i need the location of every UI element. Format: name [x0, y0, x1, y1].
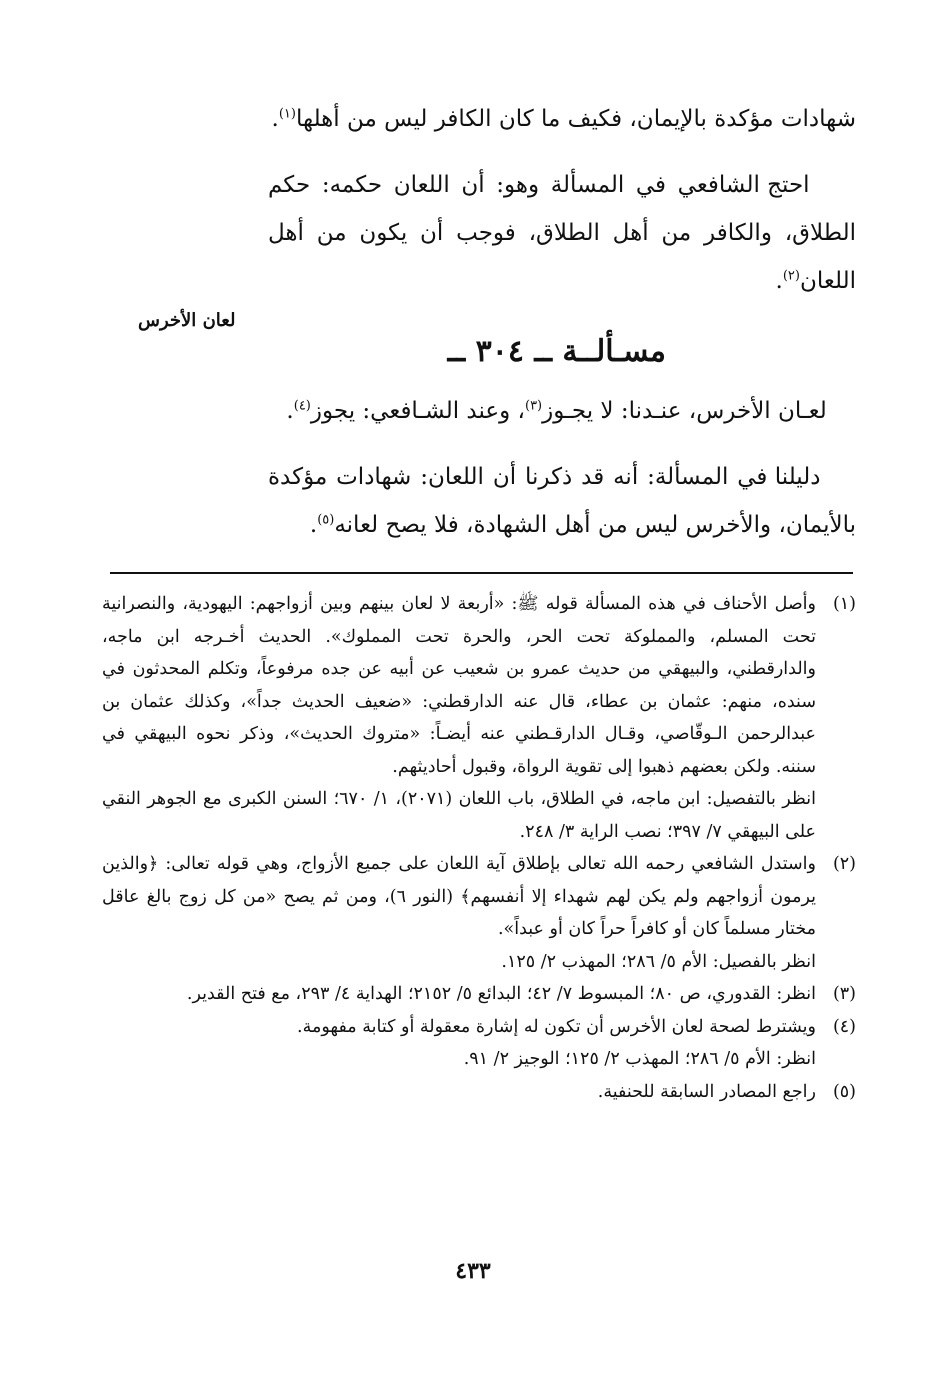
footnote-2-para-2: انظر بالفصيل: الأم ٥/ ٢٨٦؛ المهذب ٢/ ١٢٥.: [501, 951, 816, 972]
footnote-5-number: (٥): [832, 1081, 856, 1102]
footnote-5-body: [102, 1076, 816, 1109]
footnote-4: [102, 1011, 856, 1076]
paragraph-3-end: .: [286, 398, 294, 424]
footnote-2-body: [102, 848, 816, 978]
footnote-ref-5[interactable]: (٥): [317, 512, 335, 528]
footnote-5-para-1: راجع المصادر السابقة للحنفية.: [597, 1081, 816, 1102]
footnote-4-para-1: ويشترط لصحة لعان الأخرس أن تكون له إشارة معقولة أو كتابة مفهومة.: [297, 1016, 816, 1037]
footnote-3-para-1: انظر: القدوري، ص ٨٠؛ المبسوط ٧/ ٤٢؛ البدائع ٥/ ٢١٥٢؛ الهداية ٤/ ٢٩٣، مع فتح القدير.: [186, 984, 816, 1004]
footnote-4-body: [102, 1011, 816, 1076]
paragraph-4: [268, 453, 856, 549]
footnote-1-para-1: وأصل الأحناف في هذه المسألة قوله ﷺ: «أربعة لا لعان بينهم وبين أزواجهم: اليهودية، والنصرانية تحت المسلم، والمملوكة تحت الحر، والحرة تحت المملوك». الحديث أخـرجه ابن ماجه، والدارقطني، والبيهقي من حديث عمرو بن شعيب عن أبيه عن جده مرفوعاً، وتكلم المحدثون في سنده، منهم: عثمان بن عطاء، قال عنه الدارقطني: «ضعيف الحديث جداً»، وكذلك عثمان بن عبدالرحمن الـوقّاصي، وقـال الدارقـطني عنه أيضـاً: «متروك الحديث»، وذكر نحوه البيهقي في سننه. ولكن بعضهم ذهبوا إلى تقوية الرواة، وقبول أحاديثهم.: [102, 594, 816, 777]
footnote-ref-2[interactable]: (٢): [782, 268, 800, 284]
issue-heading-row: [268, 323, 856, 381]
footnote-5: [102, 1076, 856, 1109]
issue-heading: مسـألــة ــ ٣٠٤ ــ: [447, 334, 666, 369]
footnote-2: [102, 848, 856, 978]
footnote-divider: [110, 572, 853, 574]
paragraph-2-text: احتج الشافعي في المسألة وهو: أن اللعان حكمه: حكم الطلاق، والكافر من أهل الطلاق، فوجب أن يكون من أهل اللعان: [268, 172, 856, 294]
paragraph-3-text-a: لعـان الأخرس، عنـدنا: لا يجـوز: [542, 398, 827, 424]
paragraph-4-text: دليلنا في المسألة: أنه قد ذكرنا أن اللعان: شهادات مؤكدة بالأيمان، والأخرس ليس من أهل الشهادة، فلا يصح لعانه: [268, 464, 856, 538]
paragraph-1: [268, 95, 856, 143]
margin-note: لعان الأخرس: [138, 310, 236, 331]
footnote-1-body: [102, 588, 816, 848]
footnote-3-number: (٣): [832, 984, 856, 1004]
paragraph-2: [268, 161, 856, 305]
paragraph-4-end: .: [309, 512, 318, 538]
footnote-2-number: (٢): [832, 854, 856, 874]
footnote-4-number: (٤): [832, 1016, 856, 1037]
footnote-1: [102, 588, 856, 848]
paragraph-2-end: .: [775, 268, 783, 294]
footnote-3-body: [102, 978, 816, 1011]
paragraph-1-end: .: [271, 106, 279, 132]
paragraph-3: [268, 387, 856, 435]
footnote-ref-1[interactable]: (١): [278, 106, 296, 122]
footnote-ref-3[interactable]: (٣): [524, 398, 543, 414]
paragraph-3-text-b: ، وعند الشـافعي: يجوز: [310, 398, 525, 424]
footnote-3: [102, 978, 856, 1011]
footnote-1-para-2: انظر بالتفصيل: ابن ماجه، في الطلاق، باب اللعان (٢٠٧١)، ١/ ٦٧٠؛ السنن الكبرى مع الجوهر النقي على البيهقي ٧/ ٣٩٧؛ نصب الراية ٣/ ٢٤٨.: [102, 789, 816, 842]
footnotes: [102, 588, 856, 1108]
page-number: ٤٣٣: [455, 1258, 491, 1284]
footnote-4-para-2: انظر: الأم ٥/ ٢٨٦؛ المهذب ٢/ ١٢٥؛ الوجيز ٢/ ٩١.: [463, 1049, 816, 1069]
footnote-2-para-1: واستدل الشافعي رحمه الله تعالى بإطلاق آية اللعان على جميع الأزواج، وهي قوله تعالى: ﴿والذين يرمون أزواجهم ولم يكن لهم شهداء إلا أنفسهم﴾ (النور ٦)، ومن ثم يصح «من كل زوج بالغ عاقل مختار مسلماً كان أو كافراً حراً كان أو عبداً».: [102, 854, 816, 939]
paragraph-1-text: شهادات مؤكدة بالإيمان، فكيف ما كان الكافر ليس من أهلها: [295, 106, 856, 132]
footnote-1-number: (١): [832, 594, 856, 614]
main-text: [268, 95, 856, 567]
footnote-ref-4[interactable]: (٤): [293, 398, 311, 414]
